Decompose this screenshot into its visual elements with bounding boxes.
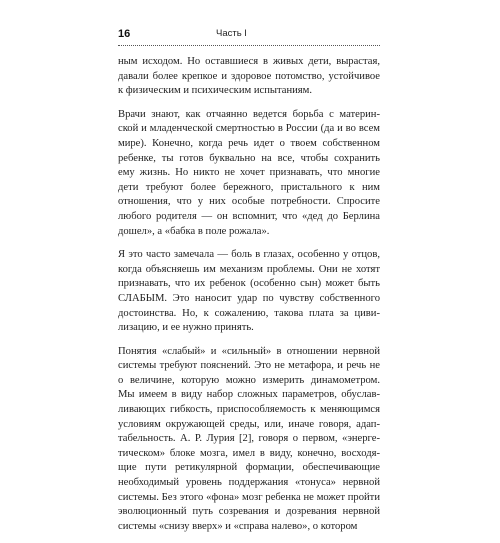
body-text (118, 55, 380, 543)
text-line: Я это часто замечала — боль в глазах, особенно у отцов, (118, 249, 380, 261)
text-line: дети требуют более бережного, пристального к ним (118, 181, 380, 193)
text-line: давали более крепкое и здоровое потомство, устойчивое (118, 70, 380, 82)
paragraph (118, 248, 380, 336)
text-line: ливающих гибкость, приспособляемость к меняющимся (118, 404, 380, 416)
text-line: достоинства. Но, к сожалению, такова плата за циви- (118, 307, 380, 319)
text-line: ным исходом. Но оставшиеся в живых дети, вырастая, (118, 56, 380, 67)
text-line: о величине, которую можно измерить динамометром. (118, 374, 380, 386)
paragraph (118, 55, 380, 99)
section-title: Часть I (216, 28, 247, 39)
text-line: необходимый уровень поддержания «тонуса» нервной (118, 477, 380, 489)
text-line: признавать, что их ребенок (особенно сын) может быть (118, 278, 380, 290)
text-line: Понятия «слабый» и «сильный» в отношении нервной (118, 345, 380, 357)
text-line: СЛАБЫМ. Это наносит удар по чувству собственного (118, 292, 380, 304)
text-line: Мы имеем в виду набор сложных параметров, обуслав- (118, 389, 380, 401)
paragraph (118, 108, 380, 239)
text-line: ской и младенческой смертностью в России (да и во всем (118, 123, 380, 135)
text-line: любого родителя — он вспомнит, что «дед до Берлина (118, 210, 380, 222)
text-line: когда объясняешь им механизм проблемы. Они не хотят (118, 263, 380, 275)
header-divider (118, 45, 380, 46)
text-line: Врачи знают, как отчаянно ведется борьба с материн- (118, 108, 380, 120)
page-number: 16 (118, 28, 131, 40)
text-line: щие пути ретикулярной формации, обеспечивающие (118, 462, 380, 474)
text-line: условиям окружающей среды, или, иначе говоря, адап- (118, 418, 380, 430)
paragraph (118, 345, 380, 535)
text-line: к физическим и психическим испытаниям. (118, 85, 313, 97)
text-line: ребенке, ты готов буквально на все, чтобы сохранить (118, 152, 380, 164)
text-line: табельность. А. Р. Лурия [2], говоря о первом, «энерге- (118, 433, 380, 445)
text-line: тическом» блоке мозга, имел в виду, конечно, восходя- (118, 447, 380, 459)
running-head (118, 27, 380, 41)
text-line: лизацию, и ее нужно принять. (118, 322, 254, 334)
text-line: отношения, что у них особые потребности. Спросите (118, 196, 380, 208)
text-line: ему жизнь. Но никто не хочет признавать, что многие (118, 167, 380, 179)
text-line: системы требуют пояснений. Это не метафора, и речь не (118, 360, 380, 372)
text-line: эволюционный путь созревания и дозревания нервной (118, 506, 380, 518)
text-line: системы «снизу вверх» и «справа налево», о котором (118, 520, 358, 532)
text-line: мире). Конечно, когда речь идет о твоем собственном (118, 137, 380, 149)
text-line: дошел», а «бабка в поле рожала». (118, 225, 270, 237)
text-line: системы. Без этого «фона» мозг ребенка не может пройти (118, 491, 380, 503)
